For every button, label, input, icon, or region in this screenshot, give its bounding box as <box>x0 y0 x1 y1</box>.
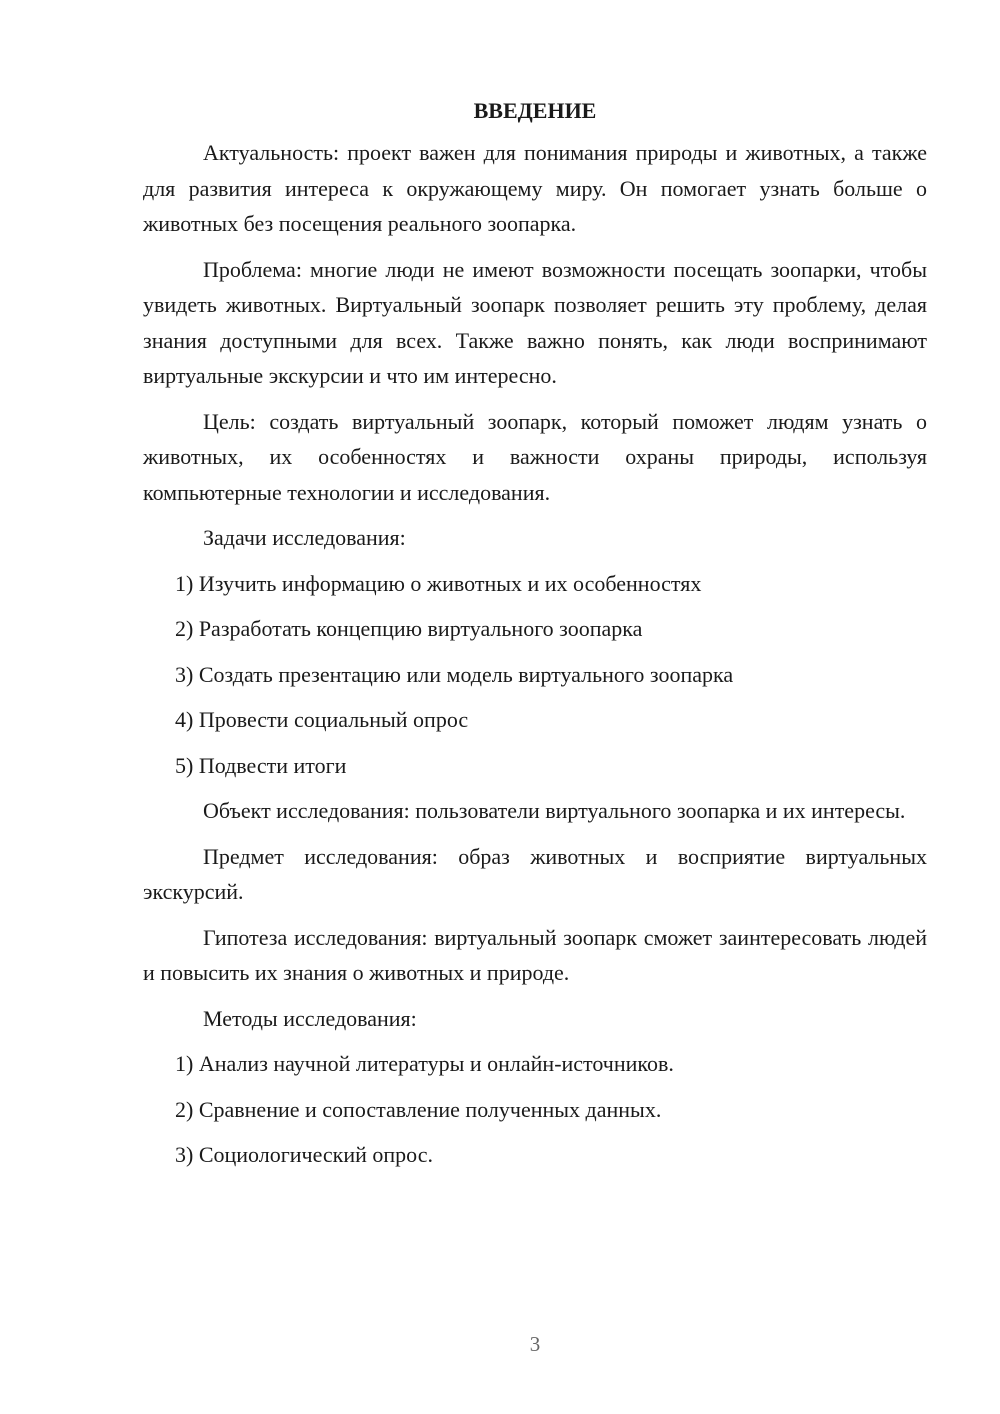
page-title: ВВЕДЕНИЕ <box>473 98 597 123</box>
list-item: 1) Изучить информацию о животных и их особенностях <box>175 570 702 596</box>
problem-paragraph: Проблема: многие люди не имеют возможности посещать зоопарки, чтобы увидеть животных. Виртуальный зоопарк позволяет решить эту проблему, делая знания доступными для всех. Также важно понять, как люди воспринимают виртуальные экскурсии и что им интересно. <box>143 256 927 388</box>
object-paragraph: Объект исследования: пользователи виртуального зоопарка и их интересы. <box>203 798 906 823</box>
list-item: 2) Разработать концепцию виртуального зоопарка <box>175 616 643 641</box>
tasks-list <box>143 566 927 784</box>
list-item: 5) Подвести итоги <box>175 752 347 778</box>
list-item: 3) Социологический опрос. <box>175 1142 433 1167</box>
list-item: 3) Создать презентацию или модель виртуального зоопарка <box>175 661 734 687</box>
page-content <box>143 96 927 1183</box>
methods-heading: Методы исследования: <box>203 1005 417 1031</box>
list-item: 2) Сравнение и сопоставление полученных данных. <box>175 1096 662 1122</box>
list-item: 1) Анализ научной литературы и онлайн-источников. <box>175 1051 674 1076</box>
subject-paragraph: Предмет исследования: образ животных и восприятие виртуальных экскурсий. <box>143 843 927 904</box>
tasks-heading: Задачи исследования: <box>203 525 406 550</box>
methods-list <box>143 1046 927 1173</box>
list-item: 4) Провести социальный опрос <box>175 707 469 732</box>
hypothesis-paragraph: Гипотеза исследования: виртуальный зоопарк сможет заинтересовать людей и повысить их знания о животных и природе. <box>143 924 927 985</box>
relevance-paragraph: Актуальность: проект важен для понимания природы и животных, а также для развития интереса к окружающему миру. Он помогает узнать больше о животных без посещения реального зоопарка. <box>143 140 927 236</box>
page-number: 3 <box>529 1332 541 1356</box>
goal-paragraph: Цель: создать виртуальный зоопарк, который поможет людям узнать о животных, их особенностях и важности охраны природы, используя компьютерные технологии и исследования. <box>143 408 927 505</box>
